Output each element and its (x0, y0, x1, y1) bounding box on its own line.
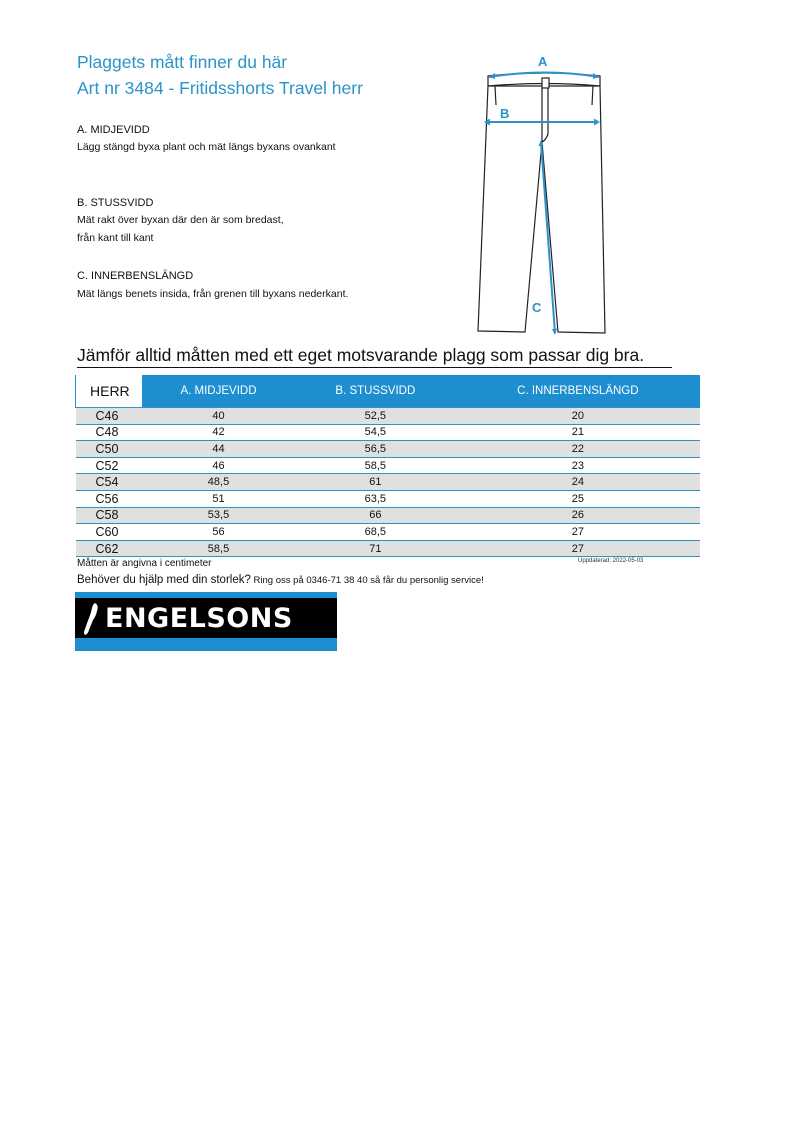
section-a-heading: A. MIDJEVIDD (77, 124, 150, 136)
help-question: Behöver du hjälp med din storlek? (77, 574, 251, 586)
midjevidd-cell: 58,5 (142, 540, 295, 557)
label-a: A (538, 54, 548, 69)
midjevidd-cell: 46 (142, 457, 295, 474)
updated-date: Uppdaterad: 2022-05-03 (578, 558, 644, 564)
pants-diagram (470, 50, 620, 340)
table-row (76, 474, 701, 491)
midjevidd-cell: 53,5 (142, 507, 295, 524)
midjevidd-cell: 40 (142, 408, 295, 425)
label-b: B (500, 106, 510, 121)
size-cell: C48 (76, 424, 143, 441)
engelsons-logo (75, 592, 337, 651)
table-row (76, 441, 701, 458)
table-row (76, 408, 701, 425)
midjevidd-cell: 48,5 (142, 474, 295, 491)
size-cell: C50 (76, 441, 143, 458)
size-cell: C58 (76, 507, 143, 524)
section-a-desc: Lägg stängd byxa plant och mät längs byxans ovankant (77, 141, 336, 153)
size-cell: C52 (76, 457, 143, 474)
section-b-desc-1: Mät rakt över byxan där den är som bredast, (77, 214, 284, 226)
section-c-desc: Mät längs benets insida, från grenen till byxans nederkant. (77, 288, 349, 300)
size-cell: C62 (76, 540, 143, 557)
col-midjevidd: A. MIDJEVIDD (142, 375, 295, 408)
innerbenslangd-cell: 27 (456, 540, 700, 557)
size-cell: C46 (76, 408, 143, 425)
size-cell: C56 (76, 490, 143, 507)
innerbenslangd-cell: 27 (456, 524, 700, 541)
stussvidd-cell: 63,5 (295, 490, 456, 507)
innerbenslangd-cell: 24 (456, 474, 700, 491)
page-title-line2: Art nr 3484 - Fritidsshorts Travel herr (77, 78, 363, 98)
innerbenslangd-cell: 25 (456, 490, 700, 507)
midjevidd-cell: 42 (142, 424, 295, 441)
section-c-heading: C. INNERBENSLÄNGD (77, 270, 194, 282)
compare-notice: Jämför alltid måtten med ett eget motsvarande plagg som passar dig bra. (77, 345, 645, 365)
midjevidd-cell: 44 (142, 441, 295, 458)
col-herr: HERR (76, 375, 143, 408)
col-innerbenslangd: C. INNERBENSLÄNGD (456, 375, 700, 408)
midjevidd-cell: 51 (142, 490, 295, 507)
innerbenslangd-cell: 20 (456, 408, 700, 425)
label-c: C (532, 300, 542, 315)
size-cell: C54 (76, 474, 143, 491)
section-b-desc-2: från kant till kant (77, 232, 154, 244)
section-b-heading: B. STUSSVIDD (77, 197, 154, 209)
stussvidd-cell: 68,5 (295, 524, 456, 541)
table-row (76, 490, 701, 507)
compare-underline (77, 367, 672, 368)
col-stussvidd: B. STUSSVIDD (295, 375, 456, 408)
stussvidd-cell: 61 (295, 474, 456, 491)
table-row (76, 524, 701, 541)
sweden-map-icon (81, 601, 107, 637)
table-row (76, 424, 701, 441)
stussvidd-cell: 54,5 (295, 424, 456, 441)
page-title-line1: Plaggets mått finner du här (77, 52, 288, 72)
help-text (77, 574, 484, 586)
stussvidd-cell: 56,5 (295, 441, 456, 458)
unit-note: Måtten är angivna i centimeter (77, 558, 212, 569)
innerbenslangd-cell: 21 (456, 424, 700, 441)
help-phone: Ring oss på 0346-71 38 40 så får du personlig service! (250, 575, 484, 586)
table-row (76, 540, 701, 557)
innerbenslangd-cell: 26 (456, 507, 700, 524)
innerbenslangd-cell: 23 (456, 457, 700, 474)
logo-text: ENGELSONS (105, 603, 293, 634)
size-table-header (76, 375, 701, 408)
innerbenslangd-cell: 22 (456, 441, 700, 458)
logo-black-band (75, 598, 337, 638)
stussvidd-cell: 58,5 (295, 457, 456, 474)
stussvidd-cell: 66 (295, 507, 456, 524)
table-row (76, 507, 701, 524)
table-row (76, 457, 701, 474)
midjevidd-cell: 56 (142, 524, 295, 541)
stussvidd-cell: 52,5 (295, 408, 456, 425)
size-table (75, 375, 700, 557)
size-cell: C60 (76, 524, 143, 541)
stussvidd-cell: 71 (295, 540, 456, 557)
